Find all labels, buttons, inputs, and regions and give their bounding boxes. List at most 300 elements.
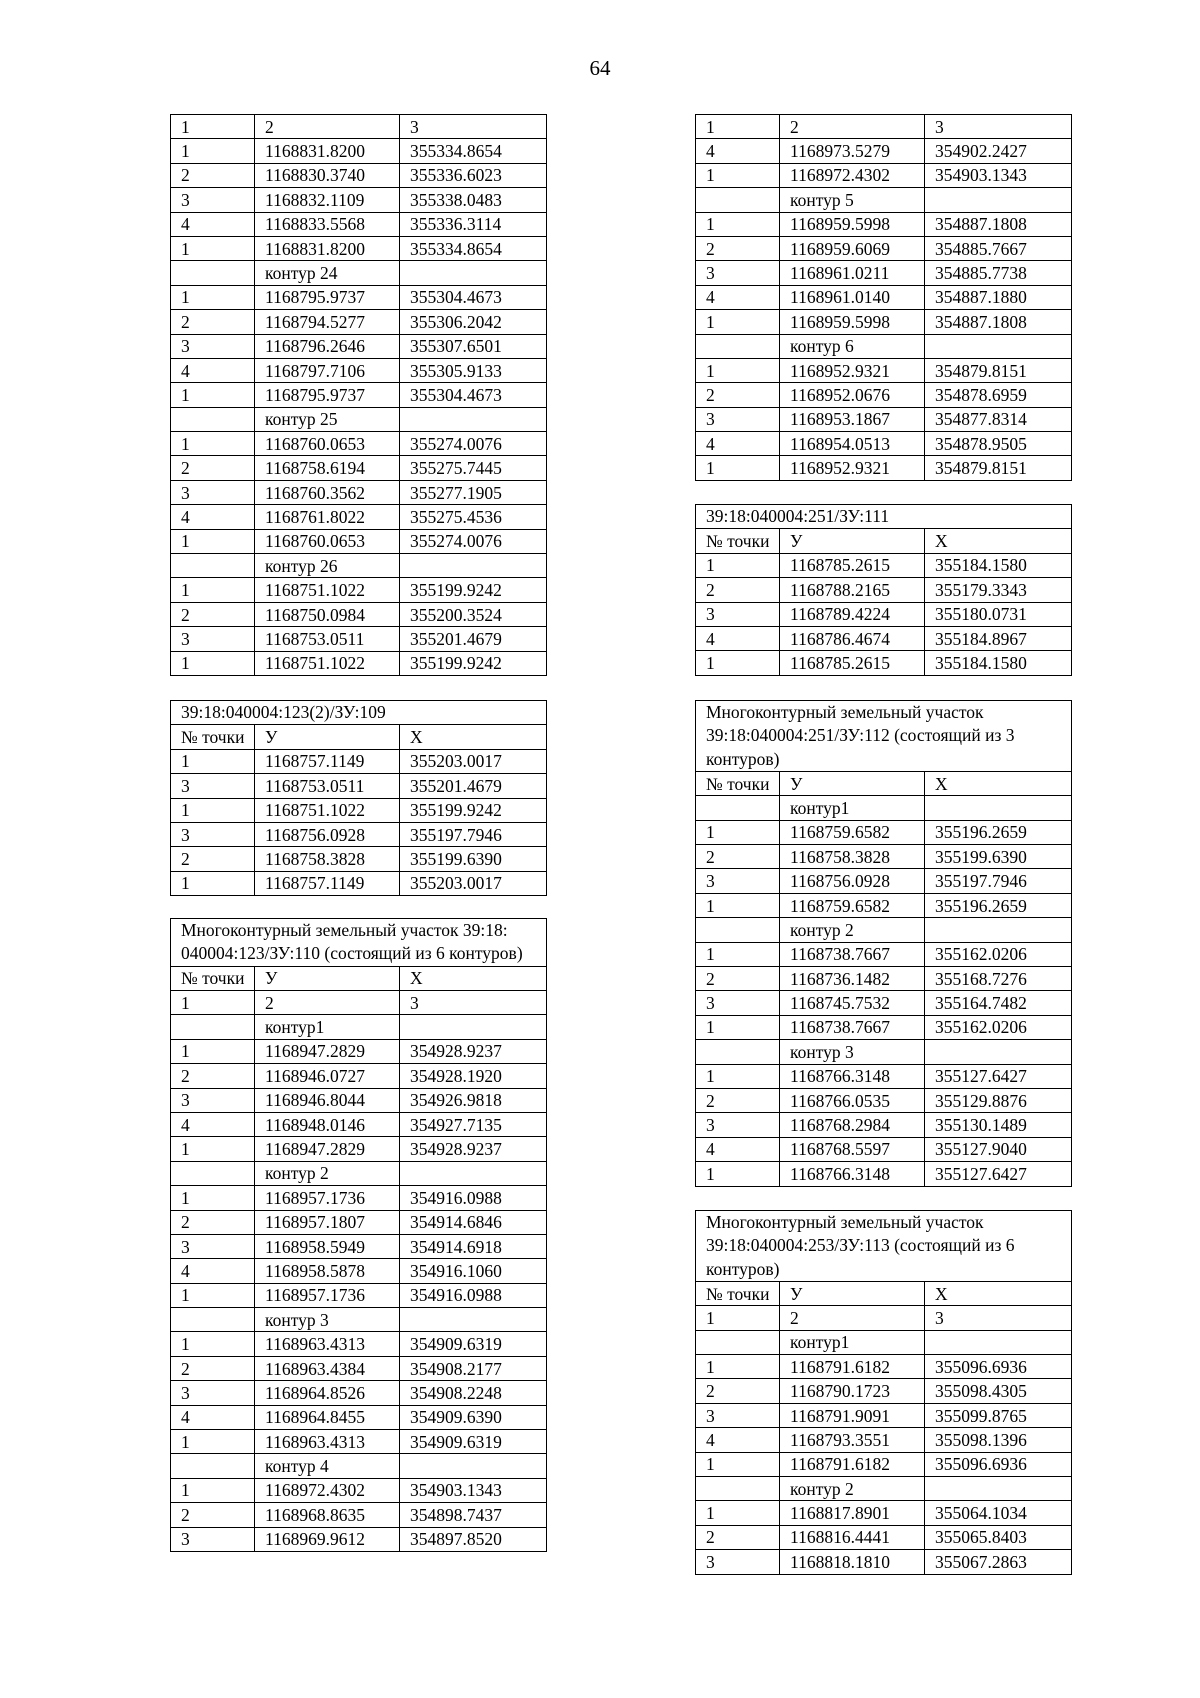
point-number-cell: 4 (696, 139, 780, 163)
point-number-cell: 1 (696, 1064, 780, 1088)
table-row (696, 456, 1072, 480)
point-number-cell: 1 (171, 383, 255, 407)
x-coordinate-cell: 355203.0017 (400, 871, 547, 895)
x-coordinate-cell: 354928.9237 (400, 1137, 547, 1161)
y-coordinate-cell: 1168972.4302 (780, 163, 925, 187)
point-number-cell: 3 (171, 1527, 255, 1551)
table-row (171, 1137, 547, 1161)
x-coordinate-cell: 354914.6846 (400, 1210, 547, 1234)
x-coordinate-cell: 355065.8403 (925, 1525, 1072, 1549)
y-coordinate-cell: контур 4 (255, 1454, 400, 1478)
x-coordinate-cell (925, 918, 1072, 942)
point-number-cell: 1 (696, 553, 780, 577)
y-coordinate-cell: 1168952.9321 (780, 358, 925, 382)
point-number-cell: 3 (696, 991, 780, 1015)
point-number-cell: 1 (696, 1162, 780, 1186)
point-number-cell: 2 (696, 1525, 780, 1549)
y-coordinate-cell: 1168972.4302 (255, 1478, 400, 1502)
table-row (171, 749, 547, 773)
x-coordinate-cell: 355180.0731 (925, 602, 1072, 626)
y-coordinate-cell: контур 5 (780, 188, 925, 212)
x-coordinate-cell: X (400, 966, 547, 990)
table-row (171, 1308, 547, 1332)
point-number-cell: 4 (696, 1137, 780, 1161)
table-row (171, 407, 547, 431)
coordinates-table (695, 700, 1072, 1187)
x-coordinate-cell: 3 (925, 1306, 1072, 1330)
x-coordinate-cell: 355098.1396 (925, 1428, 1072, 1452)
y-coordinate-cell: У (255, 966, 400, 990)
table-title: 39:18:040004:251/ЗУ:111 (696, 505, 1072, 529)
y-coordinate-cell: 1168831.8200 (255, 236, 400, 260)
y-coordinate-cell: 1168833.5568 (255, 212, 400, 236)
x-coordinate-cell: X (925, 771, 1072, 795)
table-row (696, 1137, 1072, 1161)
point-number-cell: 3 (171, 774, 255, 798)
x-coordinate-cell: 355275.7445 (400, 456, 547, 480)
coordinates-table (695, 1210, 1072, 1575)
y-coordinate-cell: контур1 (780, 796, 925, 820)
y-coordinate-cell: 1168946.0727 (255, 1064, 400, 1088)
y-coordinate-cell: 1168958.5949 (255, 1234, 400, 1258)
y-coordinate-cell: контур 25 (255, 407, 400, 431)
y-coordinate-cell: 1168745.7532 (780, 991, 925, 1015)
x-coordinate-cell: 354908.2177 (400, 1356, 547, 1380)
point-number-cell: 1 (696, 1015, 780, 1039)
y-coordinate-cell: 1168963.4313 (255, 1430, 400, 1454)
point-number-cell: 1 (171, 1137, 255, 1161)
table-row (171, 1527, 547, 1551)
y-coordinate-cell: 1168791.6182 (780, 1355, 925, 1379)
table-row (171, 163, 547, 187)
x-coordinate-cell: X (925, 529, 1072, 553)
table-row (696, 1064, 1072, 1088)
x-coordinate-cell: 355098.4305 (925, 1379, 1072, 1403)
x-coordinate-cell: 354887.1808 (925, 310, 1072, 334)
point-number-cell: 2 (171, 1503, 255, 1527)
x-coordinate-cell: 355064.1034 (925, 1501, 1072, 1525)
table-row (696, 553, 1072, 577)
x-coordinate-cell: 354916.0988 (400, 1283, 547, 1307)
point-number-cell (696, 796, 780, 820)
table-row (696, 334, 1072, 358)
y-coordinate-cell: 1168759.6582 (780, 893, 925, 917)
point-number-cell: 3 (696, 1113, 780, 1137)
y-coordinate-cell: 1168797.7106 (255, 358, 400, 382)
page-number: 64 (589, 56, 611, 80)
y-coordinate-cell: 1168816.4441 (780, 1525, 925, 1549)
y-coordinate-cell: 1168959.6069 (780, 236, 925, 260)
table-row (696, 1040, 1072, 1064)
table-row (696, 820, 1072, 844)
y-coordinate-cell: 1168968.8635 (255, 1503, 400, 1527)
table-row (696, 163, 1072, 187)
point-number-cell: 3 (171, 334, 255, 358)
x-coordinate-cell: 354926.9818 (400, 1088, 547, 1112)
y-coordinate-cell: 2 (255, 990, 400, 1014)
y-coordinate-cell: 1168785.2615 (780, 553, 925, 577)
y-coordinate-cell: 1168761.8022 (255, 505, 400, 529)
point-number-cell: 1 (171, 871, 255, 895)
x-coordinate-cell (925, 1040, 1072, 1064)
table-row (171, 578, 547, 602)
y-coordinate-cell: 1168954.0513 (780, 432, 925, 456)
table-title: Многоконтурный земельный участок 39:18:040004:251/ЗУ:112 (состоящий из 3 контуров) (696, 701, 1072, 772)
y-coordinate-cell: контур 24 (255, 261, 400, 285)
x-coordinate-cell: 355184.8967 (925, 626, 1072, 650)
x-coordinate-cell: 355336.3114 (400, 212, 547, 236)
point-number-cell: 3 (171, 188, 255, 212)
y-coordinate-cell: 1168751.1022 (255, 651, 400, 675)
point-number-cell: 2 (171, 310, 255, 334)
point-number-cell: 1 (171, 1478, 255, 1502)
point-number-cell: 1 (696, 820, 780, 844)
table-row (696, 358, 1072, 382)
y-coordinate-cell: 1168758.3828 (780, 845, 925, 869)
table-row (171, 554, 547, 578)
y-coordinate-cell: 1168969.9612 (255, 1527, 400, 1551)
x-coordinate-cell (400, 1015, 547, 1039)
point-number-cell: 4 (696, 1428, 780, 1452)
y-coordinate-cell: 1168757.1149 (255, 871, 400, 895)
x-coordinate-cell: 354916.1060 (400, 1259, 547, 1283)
point-number-cell: 2 (171, 602, 255, 626)
x-coordinate-cell: 355199.9242 (400, 578, 547, 602)
table-row (696, 1501, 1072, 1525)
point-number-cell: 2 (696, 1088, 780, 1112)
table-row (696, 139, 1072, 163)
point-number-cell: 1 (696, 1452, 780, 1476)
coordinates-table (170, 700, 547, 896)
table-row (171, 1112, 547, 1136)
point-number-cell: № точки (171, 966, 255, 990)
table-row (171, 627, 547, 651)
table-row (696, 602, 1072, 626)
table-row (171, 1015, 547, 1039)
x-coordinate-cell (400, 1454, 547, 1478)
x-coordinate-cell: 355197.7946 (400, 822, 547, 846)
point-number-cell: 4 (171, 358, 255, 382)
y-coordinate-cell: 1168964.8526 (255, 1381, 400, 1405)
point-number-cell: № точки (696, 529, 780, 553)
point-number-cell: 3 (171, 1234, 255, 1258)
x-coordinate-cell (925, 1477, 1072, 1501)
x-coordinate-cell: 354909.6390 (400, 1405, 547, 1429)
y-coordinate-cell: 1168957.1736 (255, 1186, 400, 1210)
table-title-row (171, 919, 547, 967)
point-number-cell: 3 (171, 480, 255, 504)
y-coordinate-cell: 1168750.0984 (255, 602, 400, 626)
y-coordinate-cell: 1168832.1109 (255, 188, 400, 212)
table-row (171, 1503, 547, 1527)
table-row (171, 1186, 547, 1210)
table-row (171, 1283, 547, 1307)
y-coordinate-cell: 1168760.0653 (255, 432, 400, 456)
x-coordinate-cell: 355336.6023 (400, 163, 547, 187)
point-number-cell: 1 (696, 942, 780, 966)
table-row (171, 480, 547, 504)
table-row (171, 1259, 547, 1283)
table-row (696, 1088, 1072, 1112)
y-coordinate-cell: 1168791.6182 (780, 1452, 925, 1476)
table-row (171, 432, 547, 456)
y-coordinate-cell: 1168790.1723 (780, 1379, 925, 1403)
x-coordinate-cell: 355307.6501 (400, 334, 547, 358)
table-row (696, 1428, 1072, 1452)
table-row (696, 1281, 1072, 1305)
y-coordinate-cell: контур 3 (780, 1040, 925, 1064)
y-coordinate-cell: У (780, 529, 925, 553)
table-row (171, 1088, 547, 1112)
x-coordinate-cell: 355127.9040 (925, 1137, 1072, 1161)
point-number-cell (696, 918, 780, 942)
point-number-cell: 3 (696, 261, 780, 285)
point-number-cell: 2 (171, 456, 255, 480)
table-row (171, 236, 547, 260)
y-coordinate-cell: 1168757.1149 (255, 749, 400, 773)
point-number-cell: 2 (171, 847, 255, 871)
point-number-cell: 2 (696, 1379, 780, 1403)
point-number-cell: 1 (696, 310, 780, 334)
point-number-cell: № точки (171, 725, 255, 749)
point-number-cell: 1 (696, 651, 780, 675)
y-coordinate-cell: 1168953.1867 (780, 407, 925, 431)
point-number-cell: 4 (696, 285, 780, 309)
table-row (171, 261, 547, 285)
table-row (171, 1161, 547, 1185)
x-coordinate-cell: X (400, 725, 547, 749)
table-row (696, 893, 1072, 917)
table-row (171, 358, 547, 382)
point-number-cell: 3 (696, 1550, 780, 1574)
table-row (696, 383, 1072, 407)
table-row (171, 822, 547, 846)
point-number-cell: 1 (171, 651, 255, 675)
y-coordinate-cell: 1168766.3148 (780, 1162, 925, 1186)
point-number-cell: 2 (696, 845, 780, 869)
y-coordinate-cell: 1168788.2165 (780, 578, 925, 602)
point-number-cell: 4 (171, 1405, 255, 1429)
point-number-cell: 4 (696, 626, 780, 650)
x-coordinate-cell: 354877.8314 (925, 407, 1072, 431)
y-coordinate-cell: 1168758.3828 (255, 847, 400, 871)
table-row (696, 1015, 1072, 1039)
point-number-cell: 1 (171, 798, 255, 822)
y-coordinate-cell: 1168758.6194 (255, 456, 400, 480)
y-coordinate-cell: 1168946.8044 (255, 1088, 400, 1112)
y-coordinate-cell: 1168964.8455 (255, 1405, 400, 1429)
y-coordinate-cell: 2 (780, 1306, 925, 1330)
y-coordinate-cell: 1168961.0140 (780, 285, 925, 309)
point-number-cell: 4 (171, 1112, 255, 1136)
table-row (171, 1039, 547, 1063)
x-coordinate-cell (400, 1308, 547, 1332)
point-number-cell: 1 (696, 115, 780, 139)
x-coordinate-cell (925, 796, 1072, 820)
table-row (696, 942, 1072, 966)
table-title-row (696, 701, 1072, 772)
x-coordinate-cell: 355162.0206 (925, 1015, 1072, 1039)
x-coordinate-cell: 355334.8654 (400, 139, 547, 163)
x-coordinate-cell: 354887.1880 (925, 285, 1072, 309)
x-coordinate-cell: 354928.9237 (400, 1039, 547, 1063)
point-number-cell (696, 1330, 780, 1354)
y-coordinate-cell: контур 2 (255, 1161, 400, 1185)
table-row (696, 236, 1072, 260)
point-number-cell (171, 261, 255, 285)
table-row (171, 1405, 547, 1429)
x-coordinate-cell: 355199.6390 (925, 845, 1072, 869)
x-coordinate-cell: 354897.8520 (400, 1527, 547, 1551)
x-coordinate-cell: 355277.1905 (400, 480, 547, 504)
point-number-cell: 2 (696, 967, 780, 991)
x-coordinate-cell (925, 334, 1072, 358)
table-title-row (696, 505, 1072, 529)
y-coordinate-cell: контур 2 (780, 1477, 925, 1501)
table-row (696, 1306, 1072, 1330)
y-coordinate-cell: 1168958.5878 (255, 1259, 400, 1283)
point-number-cell: 1 (171, 1039, 255, 1063)
point-number-cell: 4 (171, 505, 255, 529)
point-number-cell: 1 (171, 1332, 255, 1356)
point-number-cell (171, 1454, 255, 1478)
point-number-cell: 1 (696, 456, 780, 480)
point-number-cell: 1 (696, 1355, 780, 1379)
y-coordinate-cell: 1168952.0676 (780, 383, 925, 407)
x-coordinate-cell: 354903.1343 (400, 1478, 547, 1502)
point-number-cell (696, 334, 780, 358)
x-coordinate-cell: X (925, 1281, 1072, 1305)
x-coordinate-cell: 354909.6319 (400, 1332, 547, 1356)
table-row (171, 1430, 547, 1454)
x-coordinate-cell: 3 (925, 115, 1072, 139)
y-coordinate-cell: 1168794.5277 (255, 310, 400, 334)
table-row (696, 1162, 1072, 1186)
y-coordinate-cell: 1168952.9321 (780, 456, 925, 480)
x-coordinate-cell: 355274.0076 (400, 432, 547, 456)
point-number-cell: 1 (171, 990, 255, 1014)
point-number-cell: 1 (171, 285, 255, 309)
point-number-cell: 4 (171, 1259, 255, 1283)
point-number-cell: 2 (696, 383, 780, 407)
table-row (171, 1234, 547, 1258)
x-coordinate-cell: 354927.7135 (400, 1112, 547, 1136)
y-coordinate-cell: 1168766.3148 (780, 1064, 925, 1088)
x-coordinate-cell: 355162.0206 (925, 942, 1072, 966)
point-number-cell: 3 (171, 627, 255, 651)
x-coordinate-cell: 355184.1580 (925, 553, 1072, 577)
point-number-cell (171, 407, 255, 431)
point-number-cell: 3 (696, 407, 780, 431)
table-row (696, 796, 1072, 820)
coordinates-table (170, 114, 547, 676)
point-number-cell: 1 (171, 139, 255, 163)
table-title: Многоконтурный земельный участок 39:18:040004:253/ЗУ:113 (состоящий из 6 контуров) (696, 1211, 1072, 1282)
x-coordinate-cell: 354879.8151 (925, 456, 1072, 480)
y-coordinate-cell: 1168738.7667 (780, 1015, 925, 1039)
point-number-cell (696, 1477, 780, 1501)
y-coordinate-cell: У (780, 1281, 925, 1305)
table-row (171, 334, 547, 358)
table-title: Многоконтурный земельный участок 39:18: 040004:123/ЗУ:110 (состоящий из 6 контуров) (171, 919, 547, 967)
table-row (171, 115, 547, 139)
x-coordinate-cell: 355196.2659 (925, 820, 1072, 844)
y-coordinate-cell: 1168756.0928 (780, 869, 925, 893)
table-row (171, 310, 547, 334)
table-row (696, 991, 1072, 1015)
y-coordinate-cell: 1168766.0535 (780, 1088, 925, 1112)
table-row (171, 456, 547, 480)
point-number-cell (171, 1161, 255, 1185)
table-row (171, 1332, 547, 1356)
point-number-cell: № точки (696, 771, 780, 795)
y-coordinate-cell: 2 (255, 115, 400, 139)
table-row (171, 285, 547, 309)
x-coordinate-cell: 355067.2863 (925, 1550, 1072, 1574)
x-coordinate-cell: 355305.9133 (400, 358, 547, 382)
point-number-cell: 1 (696, 1501, 780, 1525)
table-row (171, 798, 547, 822)
y-coordinate-cell: 2 (780, 115, 925, 139)
y-coordinate-cell: 1168957.1736 (255, 1283, 400, 1307)
point-number-cell (696, 188, 780, 212)
table-row (696, 1477, 1072, 1501)
y-coordinate-cell: 1168831.8200 (255, 139, 400, 163)
y-coordinate-cell: контур 26 (255, 554, 400, 578)
table-row (171, 966, 547, 990)
y-coordinate-cell: 1168795.9737 (255, 285, 400, 309)
point-number-cell: 3 (171, 1381, 255, 1405)
point-number-cell: № точки (696, 1281, 780, 1305)
point-number-cell: 1 (171, 432, 255, 456)
x-coordinate-cell: 355197.7946 (925, 869, 1072, 893)
x-coordinate-cell: 355179.3343 (925, 578, 1072, 602)
table-row (171, 651, 547, 675)
y-coordinate-cell: 1168830.3740 (255, 163, 400, 187)
x-coordinate-cell: 355306.2042 (400, 310, 547, 334)
x-coordinate-cell (400, 261, 547, 285)
table-row (171, 188, 547, 212)
x-coordinate-cell: 354928.1920 (400, 1064, 547, 1088)
x-coordinate-cell: 355127.6427 (925, 1064, 1072, 1088)
y-coordinate-cell: 1168963.4313 (255, 1332, 400, 1356)
x-coordinate-cell: 354879.8151 (925, 358, 1072, 382)
table-row (696, 1113, 1072, 1137)
y-coordinate-cell: 1168751.1022 (255, 798, 400, 822)
x-coordinate-cell: 354916.0988 (400, 1186, 547, 1210)
y-coordinate-cell: 1168817.8901 (780, 1501, 925, 1525)
table-row (696, 1355, 1072, 1379)
x-coordinate-cell: 354903.1343 (925, 163, 1072, 187)
y-coordinate-cell: 1168961.0211 (780, 261, 925, 285)
y-coordinate-cell: контур1 (255, 1015, 400, 1039)
point-number-cell: 1 (696, 163, 780, 187)
table-title: 39:18:040004:123(2)/ЗУ:109 (171, 701, 547, 725)
table-row (696, 1330, 1072, 1354)
x-coordinate-cell: 355201.4679 (400, 627, 547, 651)
point-number-cell (696, 1040, 780, 1064)
table-row (171, 847, 547, 871)
table-row (696, 1550, 1072, 1574)
y-coordinate-cell: У (255, 725, 400, 749)
table-row (171, 602, 547, 626)
table-row (171, 1454, 547, 1478)
table-row (696, 918, 1072, 942)
y-coordinate-cell: 1168963.4384 (255, 1356, 400, 1380)
coordinates-table (695, 504, 1072, 676)
table-row (171, 383, 547, 407)
table-title-row (171, 701, 547, 725)
